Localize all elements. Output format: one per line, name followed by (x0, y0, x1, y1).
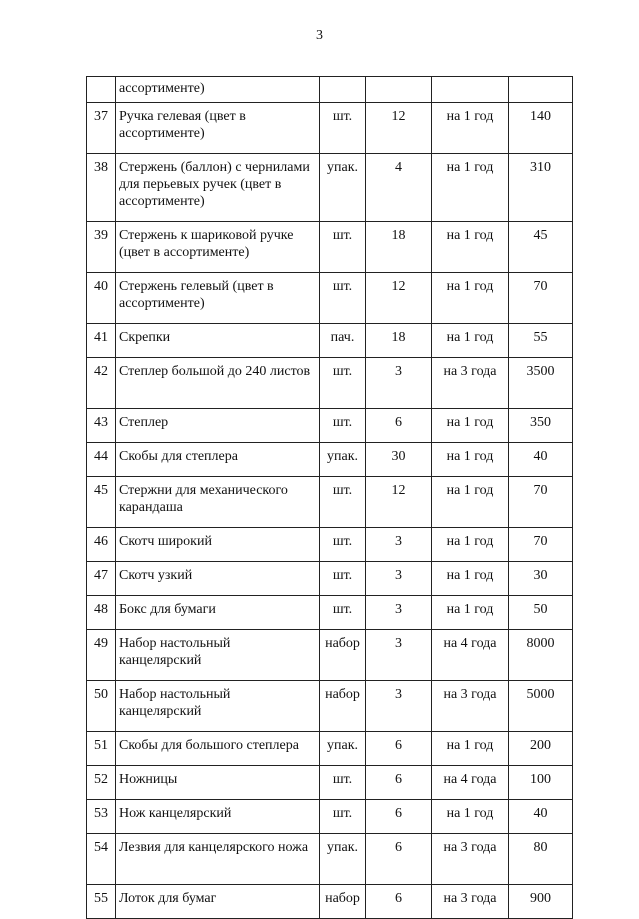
price-cell (509, 77, 573, 103)
quantity-cell: 3 (366, 358, 432, 409)
unit-cell: шт. (320, 562, 366, 596)
table-row (87, 596, 573, 630)
table-row (87, 103, 573, 154)
quantity-cell: 3 (366, 630, 432, 681)
price-cell: 900 (509, 885, 573, 919)
supply-table (86, 76, 573, 919)
table-body (87, 77, 573, 919)
item-name-cell: Стержень гелевый (цвет в ассортименте) (116, 273, 320, 324)
row-number-cell: 42 (87, 358, 116, 409)
price-cell: 140 (509, 103, 573, 154)
table-row (87, 324, 573, 358)
row-number-cell: 54 (87, 834, 116, 885)
price-cell: 100 (509, 766, 573, 800)
item-name-cell: Набор настольный канцелярский (116, 681, 320, 732)
quantity-cell: 3 (366, 528, 432, 562)
row-number-cell: 43 (87, 409, 116, 443)
item-name-cell: Бокс для бумаги (116, 596, 320, 630)
term-cell: на 4 года (432, 766, 509, 800)
item-name-cell: Скобы для большого степлера (116, 732, 320, 766)
unit-cell (320, 77, 366, 103)
item-name-cell: Лезвия для канцелярского ножа (116, 834, 320, 885)
row-number-cell: 44 (87, 443, 116, 477)
price-cell: 5000 (509, 681, 573, 732)
quantity-cell: 12 (366, 477, 432, 528)
item-name-cell: Ножницы (116, 766, 320, 800)
row-number-cell: 50 (87, 681, 116, 732)
price-cell: 70 (509, 477, 573, 528)
row-number-cell: 40 (87, 273, 116, 324)
row-number-cell: 55 (87, 885, 116, 919)
term-cell: на 1 год (432, 324, 509, 358)
table-row (87, 766, 573, 800)
item-name-cell: Степлер большой до 240 листов (116, 358, 320, 409)
term-cell: на 3 года (432, 885, 509, 919)
unit-cell: набор (320, 885, 366, 919)
quantity-cell: 12 (366, 273, 432, 324)
row-number-cell: 51 (87, 732, 116, 766)
table-row (87, 358, 573, 409)
term-cell: на 3 года (432, 681, 509, 732)
table-row (87, 528, 573, 562)
unit-cell: шт. (320, 273, 366, 324)
unit-cell: набор (320, 681, 366, 732)
quantity-cell: 6 (366, 834, 432, 885)
term-cell: на 4 года (432, 630, 509, 681)
price-cell: 310 (509, 154, 573, 222)
term-cell: на 1 год (432, 222, 509, 273)
item-name-cell: Набор настольный канцелярский (116, 630, 320, 681)
term-cell: на 1 год (432, 528, 509, 562)
table-row (87, 443, 573, 477)
table-row (87, 273, 573, 324)
unit-cell: шт. (320, 800, 366, 834)
item-name-cell: Скрепки (116, 324, 320, 358)
item-name-cell: Скотч узкий (116, 562, 320, 596)
quantity-cell: 6 (366, 732, 432, 766)
price-cell: 70 (509, 528, 573, 562)
price-cell: 45 (509, 222, 573, 273)
item-name-cell: Ручка гелевая (цвет в ассортименте) (116, 103, 320, 154)
term-cell: на 1 год (432, 273, 509, 324)
term-cell: на 1 год (432, 732, 509, 766)
unit-cell: упак. (320, 443, 366, 477)
quantity-cell: 3 (366, 562, 432, 596)
row-number-cell: 47 (87, 562, 116, 596)
unit-cell: шт. (320, 766, 366, 800)
item-name-cell: Лоток для бумаг (116, 885, 320, 919)
row-number-cell: 45 (87, 477, 116, 528)
quantity-cell: 3 (366, 681, 432, 732)
row-number-cell: 49 (87, 630, 116, 681)
table-row (87, 834, 573, 885)
item-name-cell: Степлер (116, 409, 320, 443)
unit-cell: упак. (320, 154, 366, 222)
item-name-cell: Стержень к шариковой ручке (цвет в ассортименте) (116, 222, 320, 273)
quantity-cell: 12 (366, 103, 432, 154)
price-cell: 200 (509, 732, 573, 766)
unit-cell: пач. (320, 324, 366, 358)
row-number-cell: 37 (87, 103, 116, 154)
row-number-cell: 52 (87, 766, 116, 800)
price-cell: 30 (509, 562, 573, 596)
unit-cell: упак. (320, 834, 366, 885)
unit-cell: шт. (320, 528, 366, 562)
row-number-cell: 46 (87, 528, 116, 562)
item-name-cell: Стержень (баллон) с чернилами для перьевых ручек (цвет в ассортименте) (116, 154, 320, 222)
price-cell: 3500 (509, 358, 573, 409)
quantity-cell: 4 (366, 154, 432, 222)
table-row (87, 732, 573, 766)
price-cell: 8000 (509, 630, 573, 681)
table-row (87, 562, 573, 596)
item-name-cell: Скобы для степлера (116, 443, 320, 477)
item-name-cell: ассортименте) (116, 77, 320, 103)
quantity-cell: 6 (366, 885, 432, 919)
table-row (87, 77, 573, 103)
term-cell: на 1 год (432, 409, 509, 443)
item-name-cell: Стержни для механического карандаша (116, 477, 320, 528)
term-cell: на 1 год (432, 800, 509, 834)
unit-cell: шт. (320, 222, 366, 273)
unit-cell: набор (320, 630, 366, 681)
row-number-cell: 41 (87, 324, 116, 358)
term-cell: на 1 год (432, 103, 509, 154)
row-number-cell (87, 77, 116, 103)
unit-cell: шт. (320, 477, 366, 528)
price-cell: 55 (509, 324, 573, 358)
table-row (87, 885, 573, 919)
quantity-cell: 6 (366, 409, 432, 443)
term-cell: на 1 год (432, 562, 509, 596)
row-number-cell: 48 (87, 596, 116, 630)
quantity-cell: 6 (366, 766, 432, 800)
row-number-cell: 53 (87, 800, 116, 834)
unit-cell: шт. (320, 596, 366, 630)
term-cell (432, 77, 509, 103)
term-cell: на 1 год (432, 154, 509, 222)
term-cell: на 1 год (432, 477, 509, 528)
price-cell: 70 (509, 273, 573, 324)
unit-cell: шт. (320, 409, 366, 443)
table-row (87, 800, 573, 834)
quantity-cell: 3 (366, 596, 432, 630)
term-cell: на 3 года (432, 358, 509, 409)
table-row (87, 222, 573, 273)
table-row (87, 681, 573, 732)
quantity-cell (366, 77, 432, 103)
unit-cell: шт. (320, 358, 366, 409)
table-row (87, 154, 573, 222)
table-row (87, 409, 573, 443)
term-cell: на 1 год (432, 596, 509, 630)
row-number-cell: 39 (87, 222, 116, 273)
quantity-cell: 18 (366, 324, 432, 358)
item-name-cell: Скотч широкий (116, 528, 320, 562)
row-number-cell: 38 (87, 154, 116, 222)
table-row (87, 630, 573, 681)
unit-cell: шт. (320, 103, 366, 154)
quantity-cell: 6 (366, 800, 432, 834)
table-row (87, 477, 573, 528)
unit-cell: упак. (320, 732, 366, 766)
item-name-cell: Нож канцелярский (116, 800, 320, 834)
price-cell: 40 (509, 443, 573, 477)
price-cell: 40 (509, 800, 573, 834)
price-cell: 50 (509, 596, 573, 630)
term-cell: на 1 год (432, 443, 509, 477)
price-cell: 80 (509, 834, 573, 885)
term-cell: на 3 года (432, 834, 509, 885)
quantity-cell: 30 (366, 443, 432, 477)
quantity-cell: 18 (366, 222, 432, 273)
page-number: 3 (316, 28, 323, 43)
price-cell: 350 (509, 409, 573, 443)
